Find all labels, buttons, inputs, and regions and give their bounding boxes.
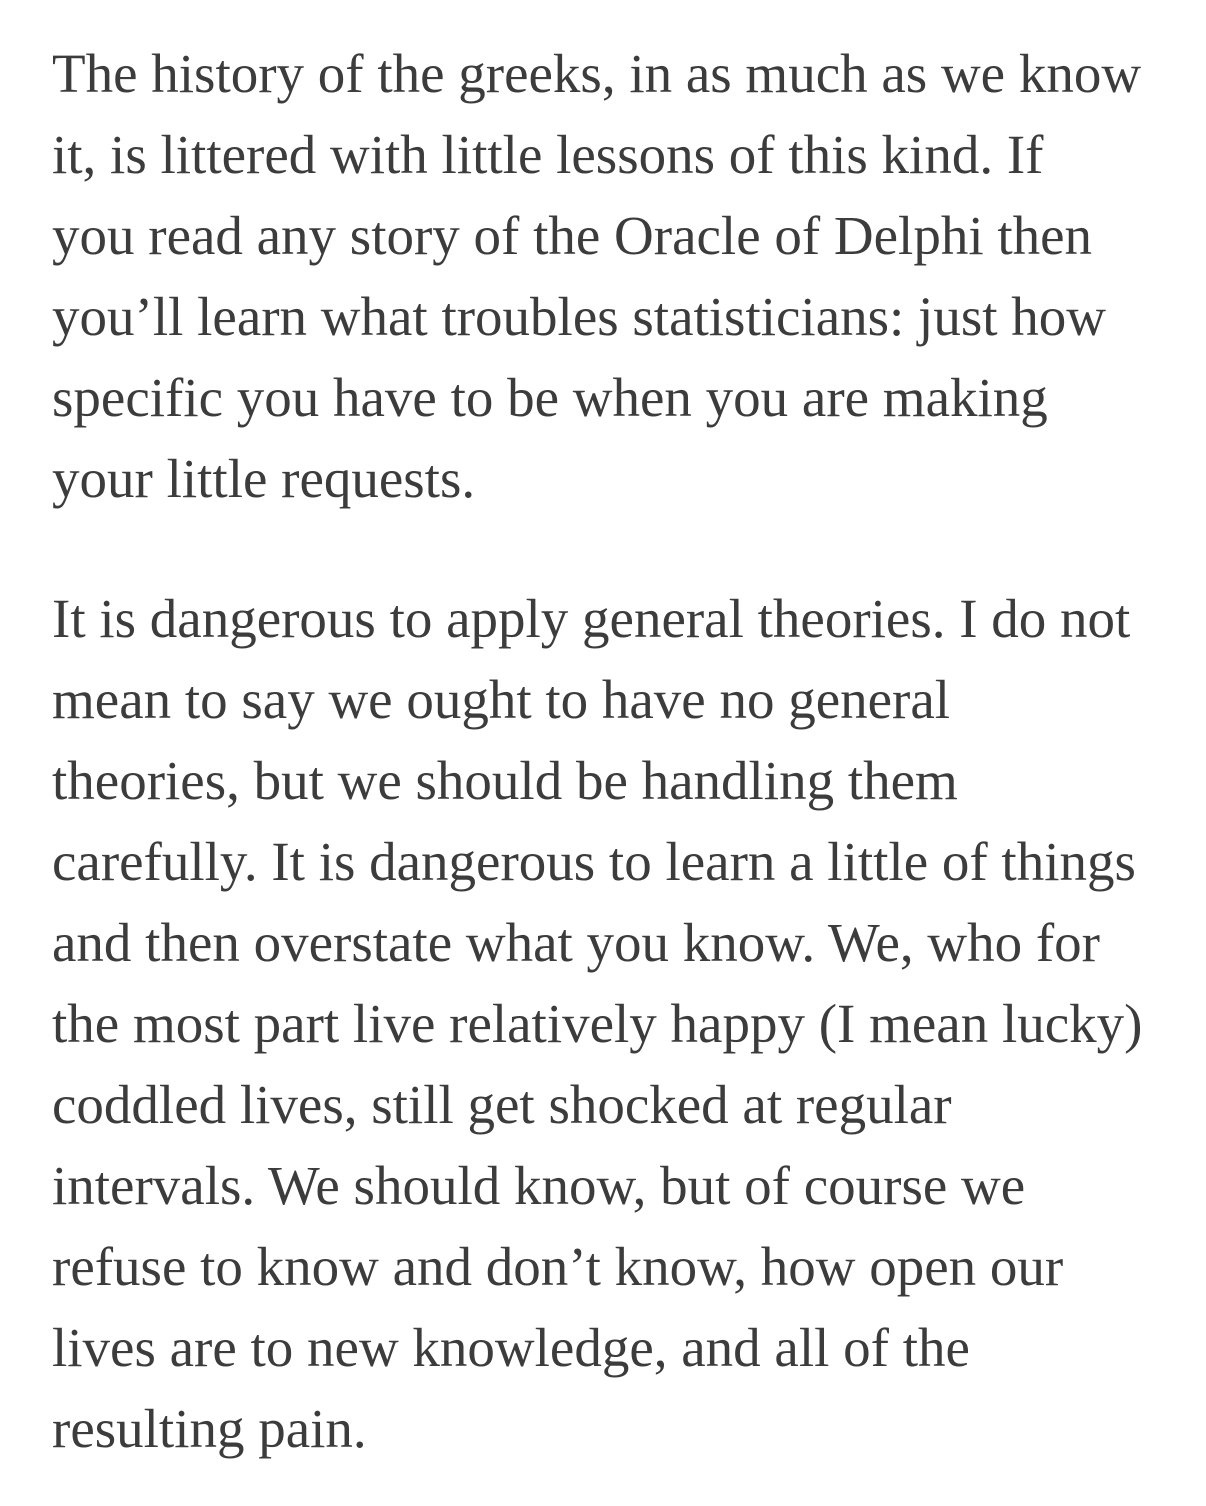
text-line: refuse to know and don’t know, how open our (52, 1236, 1064, 1297)
text-line: you read any story of the Oracle of Delphi then (52, 205, 1093, 266)
text-line: you’ll learn what troubles statisticians: just how (52, 286, 1106, 347)
text-line: theories, but we should be handling them (52, 750, 958, 811)
paragraph (52, 578, 1166, 1469)
text-line: carefully. It is dangerous to learn a little of things (52, 831, 1136, 892)
text-line: intervals. We should know, but of course we (52, 1155, 1026, 1216)
text-line: it, is littered with little lessons of this kind. If (52, 124, 1044, 185)
text-line: the most part live relatively happy (I mean lucky) (52, 993, 1143, 1054)
text-line: resulting pain. (52, 1398, 367, 1459)
paragraph (52, 33, 1166, 519)
text-line: mean to say we ought to have no general (52, 669, 951, 730)
text-line: The history of the greeks, in as much as we know (52, 43, 1142, 104)
text-line: coddled lives, still get shocked at regular (52, 1074, 952, 1135)
text-line: your little requests. (52, 448, 476, 509)
text-line: and then overstate what you know. We, who for (52, 912, 1100, 973)
text-line: It is dangerous to apply general theories. I do not (52, 588, 1131, 649)
text-line: lives are to new knowledge, and all of the (52, 1317, 970, 1378)
text-line: specific you have to be when you are making (52, 367, 1048, 428)
